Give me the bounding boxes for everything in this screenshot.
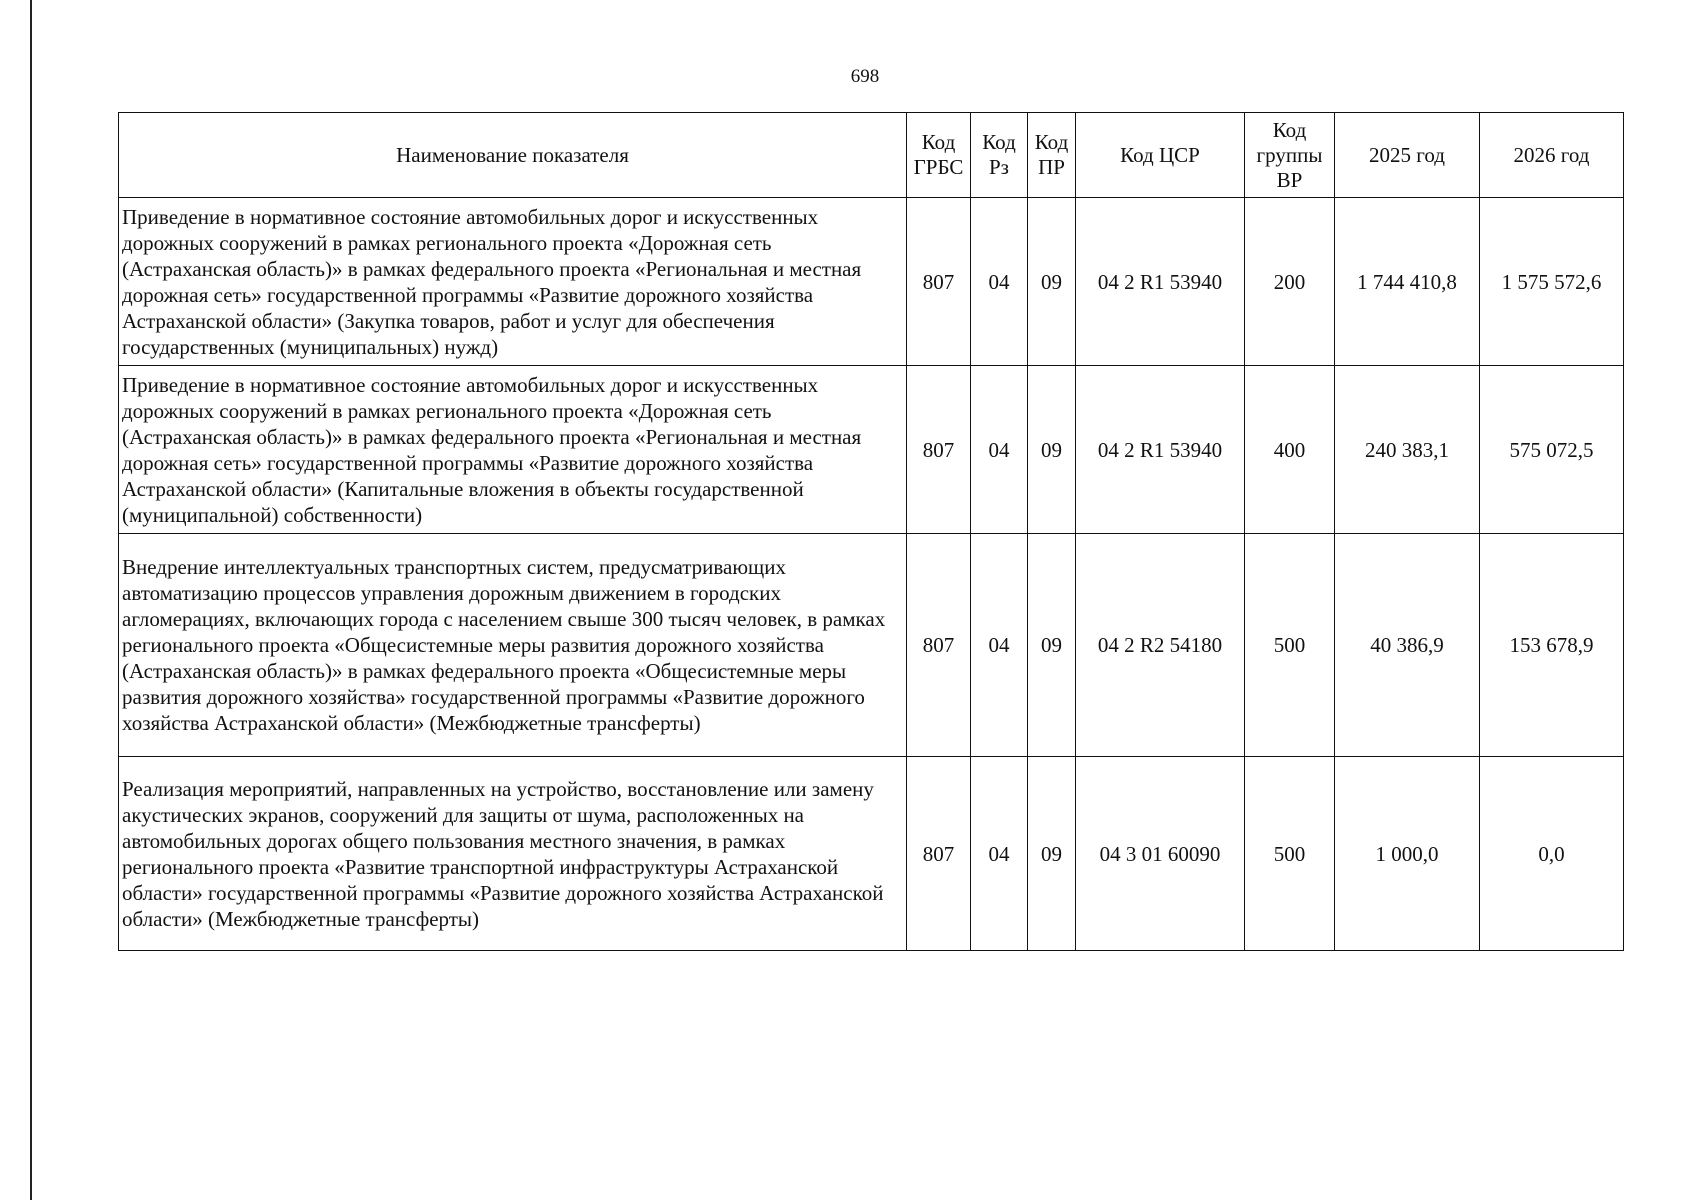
cell-2025: 1 000,0 — [1335, 757, 1480, 951]
cell-vr: 500 — [1245, 757, 1335, 951]
cell-pr: 09 — [1028, 366, 1076, 534]
cell-grbs: 807 — [907, 757, 971, 951]
cell-grbs: 807 — [907, 534, 971, 757]
cell-pr: 09 — [1028, 534, 1076, 757]
cell-csr: 04 3 01 60090 — [1076, 757, 1245, 951]
header-name: Наименование показателя — [119, 113, 907, 198]
cell-2025: 240 383,1 — [1335, 366, 1480, 534]
table-row — [119, 534, 1624, 757]
table-row — [119, 366, 1624, 534]
cell-csr: 04 2 R1 53940 — [1076, 366, 1245, 534]
cell-csr: 04 2 R1 53940 — [1076, 198, 1245, 366]
cell-name: Внедрение интеллектуальных транспортных систем, предусматривающих автоматизацию процессов управления дорожным движением в городских агломерациях, включающих города с населением свыше 300 тысяч человек, в рамках регионального проекта «Общесистемные меры развития дорожного хозяйства (Астраханская область)» в рамках федерального проекта «Общесистемные меры развития дорожного хозяйства» государственной программы «Развитие дорожного хозяйства Астраханской области» (Межбюджетные трансферты) — [119, 534, 907, 757]
cell-2026: 1 575 572,6 — [1480, 198, 1624, 366]
cell-grbs: 807 — [907, 366, 971, 534]
header-csr: Код ЦСР — [1076, 113, 1245, 198]
header-pr: Код ПР — [1028, 113, 1076, 198]
cell-name: Приведение в нормативное состояние автомобильных дорог и искусственных дорожных сооружений в рамках регионального проекта «Дорожная сеть (Астраханская область)» в рамках федерального проекта «Региональная и местная дорожная сеть» государственной программы «Развитие дорожного хозяйства Астраханской области» (Капитальные вложения в объекты государственной (муниципальной) собственности) — [119, 366, 907, 534]
cell-2025: 1 744 410,8 — [1335, 198, 1480, 366]
header-vr: Код группы ВР — [1245, 113, 1335, 198]
cell-name: Приведение в нормативное состояние автомобильных дорог и искусственных дорожных сооружений в рамках регионального проекта «Дорожная сеть (Астраханская область)» в рамках федерального проекта «Региональная и местная дорожная сеть» государственной программы «Развитие дорожного хозяйства Астраханской области» (Закупка товаров, работ и услуг для обеспечения государственных (муниципальных) нужд) — [119, 198, 907, 366]
header-2026: 2026 год — [1480, 113, 1624, 198]
cell-rz: 04 — [971, 198, 1028, 366]
table-row — [119, 198, 1624, 366]
cell-2026: 0,0 — [1480, 757, 1624, 951]
left-margin-line — [30, 0, 32, 1200]
cell-rz: 04 — [971, 757, 1028, 951]
header-grbs: Код ГРБС — [907, 113, 971, 198]
page-number: 698 — [850, 66, 880, 87]
cell-2026: 575 072,5 — [1480, 366, 1624, 534]
cell-rz: 04 — [971, 366, 1028, 534]
cell-name: Реализация мероприятий, направленных на устройство, восстановление или замену акустических экранов, сооружений для защиты от шума, расположенных на автомобильных дорогах общего пользования местного значения, в рамках регионального проекта «Развитие транспортной инфраструктуры Астраханской области» государственной программы «Развитие дорожного хозяйства Астраханской области» (Межбюджетные трансферты) — [119, 757, 907, 951]
cell-vr: 400 — [1245, 366, 1335, 534]
budget-table — [118, 112, 1624, 951]
cell-vr: 200 — [1245, 198, 1335, 366]
cell-rz: 04 — [971, 534, 1028, 757]
table-row — [119, 757, 1624, 951]
cell-vr: 500 — [1245, 534, 1335, 757]
header-rz: Код Рз — [971, 113, 1028, 198]
cell-grbs: 807 — [907, 198, 971, 366]
cell-csr: 04 2 R2 54180 — [1076, 534, 1245, 757]
cell-pr: 09 — [1028, 757, 1076, 951]
header-2025: 2025 год — [1335, 113, 1480, 198]
cell-pr: 09 — [1028, 198, 1076, 366]
cell-2025: 40 386,9 — [1335, 534, 1480, 757]
table-header-row — [119, 113, 1624, 198]
cell-2026: 153 678,9 — [1480, 534, 1624, 757]
